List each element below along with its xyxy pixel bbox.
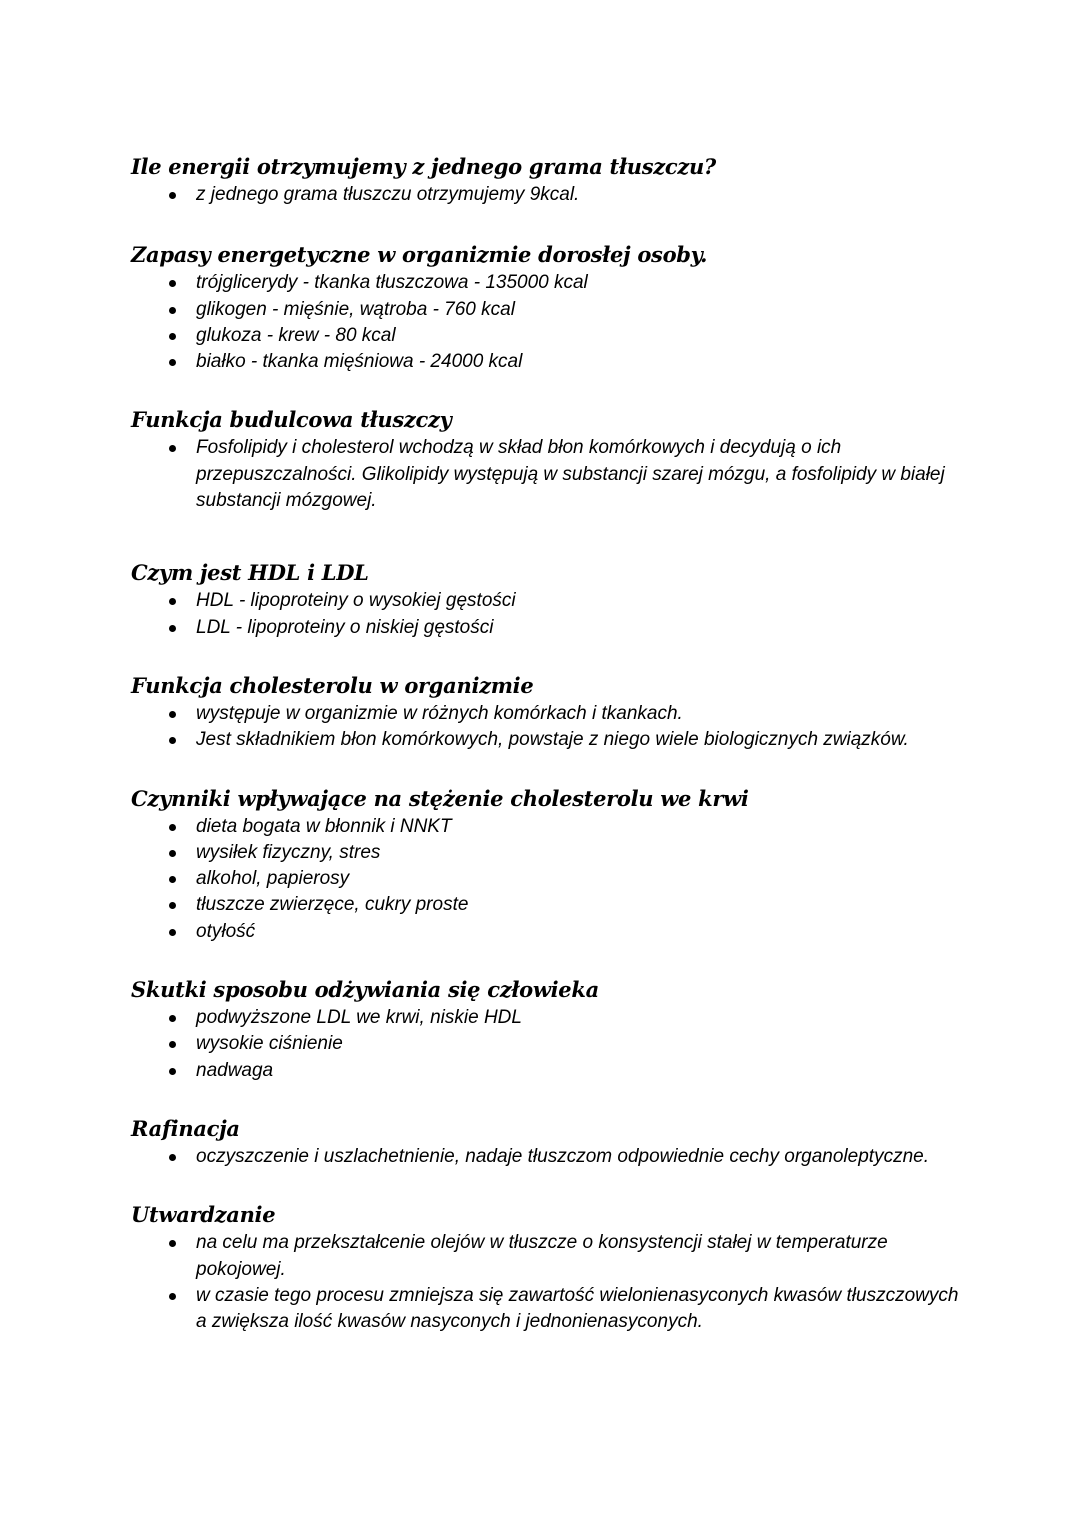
section-refining <box>131 1114 961 1170</box>
section-heading: Funkcja budulcowa tłuszczy <box>131 407 452 433</box>
bullet-icon <box>169 824 176 831</box>
section-diet-effects <box>131 975 961 1084</box>
bullet-list <box>131 1144 961 1170</box>
bullet-icon <box>169 929 176 936</box>
bullet-list <box>131 435 961 514</box>
bullet-icon <box>169 737 176 744</box>
section-heading: Skutki sposobu odżywiania się człowieka <box>131 977 599 1003</box>
bullet-icon <box>169 850 176 857</box>
bullet-icon <box>169 598 176 605</box>
list-item: glikogen - mięśnie, wątroba - 760 kcal <box>131 297 961 323</box>
list-item: tłuszcze zwierzęce, cukry proste <box>131 892 961 918</box>
list-item: alkohol, papierosy <box>131 866 961 892</box>
bullet-icon <box>169 445 176 452</box>
section-heading: Zapasy energetyczne w organizmie dorosłej osoby. <box>131 242 708 268</box>
section-hardening <box>131 1200 961 1335</box>
list-item: otyłość <box>131 919 961 945</box>
list-item: Fosfolipidy i cholesterol wchodzą w skład błon komórkowych i decydują o ich przepuszczalności. Glikolipidy występują w substancji szarej mózgu, a fosfolipidy w białej substancji mózgowej. <box>131 435 961 514</box>
bullet-icon <box>169 902 176 909</box>
bullet-icon <box>169 192 176 199</box>
list-item: trójglicerydy - tkanka tłuszczowa - 135000 kcal <box>131 270 961 296</box>
bullet-list <box>131 588 961 641</box>
section-heading: Czym jest HDL i LDL <box>131 560 369 586</box>
bullet-icon <box>169 625 176 632</box>
bullet-icon <box>169 307 176 314</box>
list-item: nadwaga <box>131 1058 961 1084</box>
section-cholesterol-factors <box>131 784 961 945</box>
bullet-icon <box>169 1015 176 1022</box>
list-item: podwyższone LDL we krwi, niskie HDL <box>131 1005 961 1031</box>
list-item: na celu ma przekształcenie olejów w tłuszcze o konsystencji stałej w temperaturze pokojowej. <box>131 1230 961 1283</box>
section-hdl-ldl <box>131 558 961 641</box>
section-cholesterol-function <box>131 671 961 754</box>
list-item: wysiłek fizyczny, stres <box>131 840 961 866</box>
list-item: LDL - lipoproteiny o niskiej gęstości <box>131 615 961 641</box>
list-item: występuje w organizmie w różnych komórkach i tkankach. <box>131 701 961 727</box>
bullet-icon <box>169 1041 176 1048</box>
bullet-icon <box>169 280 176 287</box>
list-item: wysokie ciśnienie <box>131 1031 961 1057</box>
section-heading: Czynniki wpływające na stężenie cholesterolu we krwi <box>131 785 749 811</box>
bullet-list <box>131 1005 961 1084</box>
section-energy-per-gram <box>131 152 961 208</box>
bullet-icon <box>169 711 176 718</box>
bullet-icon <box>169 1293 176 1300</box>
list-item: białko - tkanka mięśniowa - 24000 kcal <box>131 349 961 375</box>
document-content <box>131 152 961 1335</box>
section-structural-function <box>131 405 961 514</box>
list-item: dieta bogata w błonnik i NNKT <box>131 814 961 840</box>
bullet-icon <box>169 359 176 366</box>
bullet-icon <box>169 876 176 883</box>
section-heading: Rafinacja <box>131 1115 240 1141</box>
section-heading: Ile energii otrzymujemy z jednego grama tłuszczu? <box>131 154 716 179</box>
bullet-list <box>131 701 961 754</box>
list-item: w czasie tego procesu zmniejsza się zawartość wielonienasyconych kwasów tłuszczowych a zwiększa ilość kwasów nasyconych i jednonienasyconych. <box>131 1283 961 1336</box>
list-item: glukoza - krew - 80 kcal <box>131 323 961 349</box>
bullet-icon <box>169 1154 176 1161</box>
bullet-list <box>131 814 961 945</box>
list-item: oczyszczenie i uszlachetnienie, nadaje tłuszczom odpowiednie cechy organoleptyczne. <box>131 1144 961 1170</box>
list-item: z jednego grama tłuszczu otrzymujemy 9kcal. <box>131 182 961 208</box>
list-item: Jest składnikiem błon komórkowych, powstaje z niego wiele biologicznych związków. <box>131 727 961 753</box>
bullet-icon <box>169 1240 176 1247</box>
list-item: HDL - lipoproteiny o wysokiej gęstości <box>131 588 961 614</box>
bullet-list <box>131 1230 961 1335</box>
section-heading: Utwardzanie <box>131 1202 276 1228</box>
bullet-icon <box>169 333 176 340</box>
section-energy-reserves <box>131 240 961 375</box>
bullet-list <box>131 270 961 375</box>
section-heading: Funkcja cholesterolu w organizmie <box>131 672 534 698</box>
bullet-list <box>131 182 961 208</box>
bullet-icon <box>169 1068 176 1075</box>
